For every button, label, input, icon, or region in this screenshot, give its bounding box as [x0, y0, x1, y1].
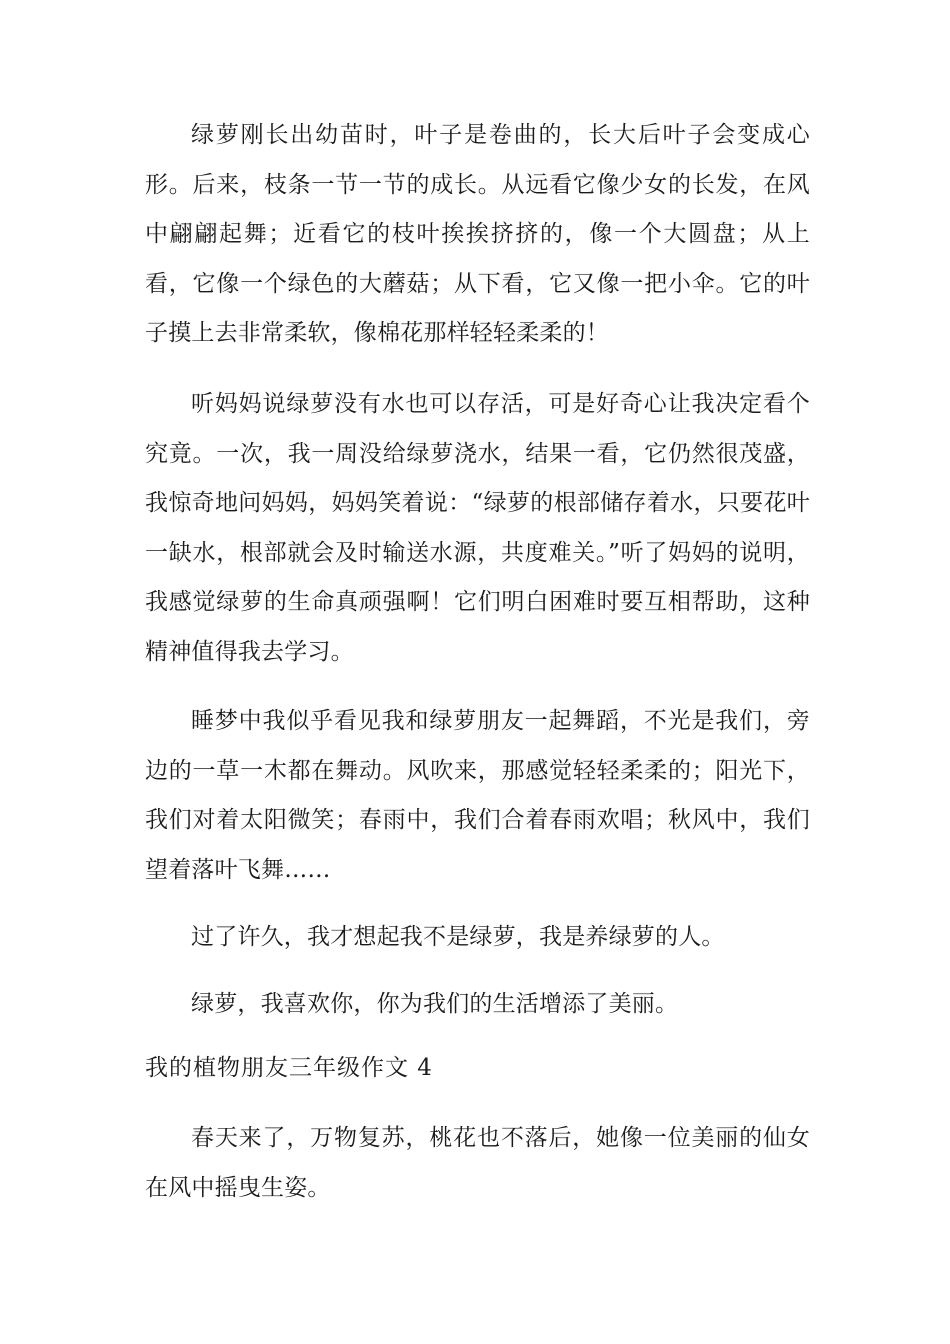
paragraph-realization: 过了许久，我才想起我不是绿萝，我是养绿萝的人。 [191, 924, 725, 950]
essay-heading: 我的植物朋友三年级作文 4 [145, 1055, 433, 1081]
paragraph-leaves-shape: 绿萝刚长出幼苗时，叶子是卷曲的，长大后叶子会变成心形。后来，枝条一节一节的成长。从远看它像少女的长发，在风中翩翩起舞；近看它的枝叶挨挨挤挤的，像一个大圆盘；从上看，它像一个绿色的大蘑菇；从下看，它又像一把小伞。它的叶子摸上去非常柔软，像棉花那样轻轻柔柔的！ [145, 122, 810, 346]
paragraph-mother-explains: 听妈妈说绿萝没有水也可以存活，可是好奇心让我决定看个究竟。一次，我一周没给绿萝浇水，结果一看，它仍然很茂盛，我惊奇地问妈妈，妈妈笑着说：“绿萝的根部储存着水，只要花叶一缺水，根部就会及时输送水源，共度难关。”听了妈妈的说明，我感觉绿萝的生命真顽强啊！它们明白困难时要互相帮助，这种精神值得我去学习。 [145, 391, 810, 665]
paragraph-dream-dance: 睡梦中我似乎看见我和绿萝朋友一起舞蹈，不光是我们，旁边的一草一木都在舞动。风吹来，那感觉轻轻柔柔的；阳光下，我们对着太阳微笑；春雨中，我们合着春雨欢唱；秋风中，我们望着落叶飞舞…… [145, 708, 810, 883]
paragraph-spring-peach: 春天来了，万物复苏，桃花也不落后，她像一位美丽的仙女在风中摇曳生姿。 [145, 1125, 810, 1201]
paragraph-closing: 绿萝，我喜欢你，你为我们的生活增添了美丽。 [191, 991, 679, 1017]
